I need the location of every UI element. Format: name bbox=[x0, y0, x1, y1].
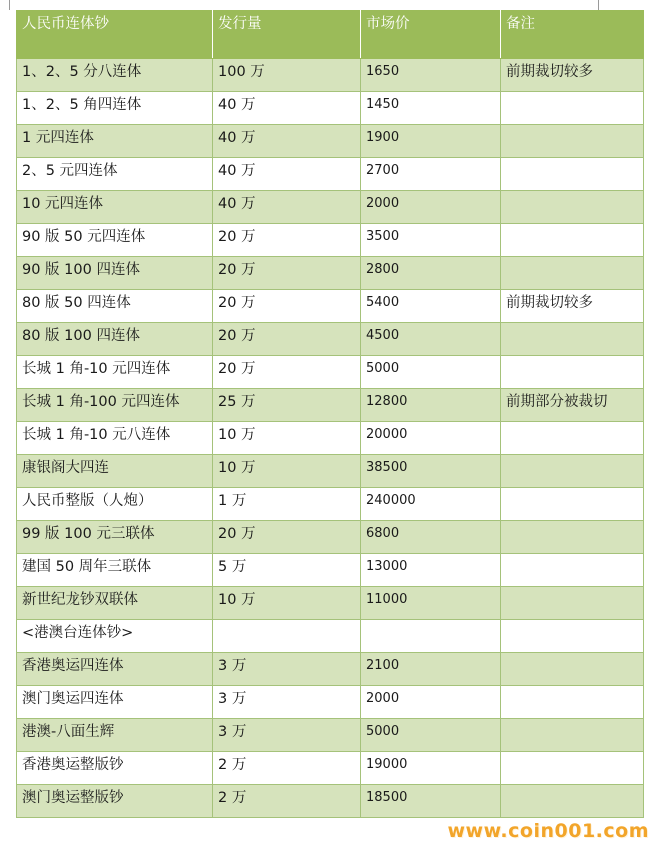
cell-remarks bbox=[501, 323, 644, 356]
cell-name: 建国 50 周年三联体 bbox=[17, 554, 213, 587]
cell-market-price: 2000 bbox=[361, 686, 501, 719]
cell-remarks bbox=[501, 257, 644, 290]
table-row bbox=[17, 422, 644, 455]
cell-issue-volume: 10 万 bbox=[213, 422, 361, 455]
cell-issue-volume bbox=[213, 620, 361, 653]
table-row bbox=[17, 125, 644, 158]
cell-name: 长城 1 角-10 元四连体 bbox=[17, 356, 213, 389]
header-market-price: 市场价 bbox=[361, 11, 501, 59]
cell-name: 90 版 100 四连体 bbox=[17, 257, 213, 290]
cell-issue-volume: 20 万 bbox=[213, 521, 361, 554]
cell-market-price: 20000 bbox=[361, 422, 501, 455]
page-corner-mark-left bbox=[9, 0, 10, 10]
cell-remarks: 前期部分被裁切 bbox=[501, 389, 644, 422]
cell-market-price: 5000 bbox=[361, 719, 501, 752]
cell-market-price: 18500 bbox=[361, 785, 501, 818]
table-row bbox=[17, 290, 644, 323]
cell-issue-volume: 20 万 bbox=[213, 257, 361, 290]
cell-name: 新世纪龙钞双联体 bbox=[17, 587, 213, 620]
table-row bbox=[17, 323, 644, 356]
table-row bbox=[17, 587, 644, 620]
table-row bbox=[17, 59, 644, 92]
cell-remarks bbox=[501, 455, 644, 488]
cell-remarks bbox=[501, 752, 644, 785]
table-row bbox=[17, 257, 644, 290]
cell-market-price: 3500 bbox=[361, 224, 501, 257]
cell-name: 人民币整版（人炮） bbox=[17, 488, 213, 521]
cell-name: 80 版 100 四连体 bbox=[17, 323, 213, 356]
table-header bbox=[17, 11, 644, 59]
cell-remarks bbox=[501, 620, 644, 653]
cell-name: 1、2、5 角四连体 bbox=[17, 92, 213, 125]
cell-market-price: 1650 bbox=[361, 59, 501, 92]
cell-issue-volume: 20 万 bbox=[213, 290, 361, 323]
table-row bbox=[17, 356, 644, 389]
cell-market-price: 6800 bbox=[361, 521, 501, 554]
cell-market-price: 5400 bbox=[361, 290, 501, 323]
cell-name: 香港奥运四连体 bbox=[17, 653, 213, 686]
cell-market-price: 2100 bbox=[361, 653, 501, 686]
cell-market-price: 13000 bbox=[361, 554, 501, 587]
cell-remarks bbox=[501, 158, 644, 191]
cell-market-price: 240000 bbox=[361, 488, 501, 521]
banknote-price-table bbox=[16, 10, 644, 818]
header-name: 人民币连体钞 bbox=[17, 11, 213, 59]
cell-name: 香港奥运整版钞 bbox=[17, 752, 213, 785]
cell-name: 10 元四连体 bbox=[17, 191, 213, 224]
cell-name: 长城 1 角-100 元四连体 bbox=[17, 389, 213, 422]
table-row bbox=[17, 554, 644, 587]
cell-remarks bbox=[501, 92, 644, 125]
cell-remarks bbox=[501, 356, 644, 389]
cell-issue-volume: 40 万 bbox=[213, 191, 361, 224]
cell-name: 长城 1 角-10 元八连体 bbox=[17, 422, 213, 455]
cell-name: 1 元四连体 bbox=[17, 125, 213, 158]
cell-issue-volume: 1 万 bbox=[213, 488, 361, 521]
cell-issue-volume: 2 万 bbox=[213, 752, 361, 785]
table-row bbox=[17, 752, 644, 785]
cell-issue-volume: 3 万 bbox=[213, 686, 361, 719]
cell-remarks bbox=[501, 125, 644, 158]
table-row bbox=[17, 224, 644, 257]
cell-name: 澳门奥运整版钞 bbox=[17, 785, 213, 818]
cell-remarks bbox=[501, 587, 644, 620]
cell-market-price: 4500 bbox=[361, 323, 501, 356]
cell-issue-volume: 20 万 bbox=[213, 356, 361, 389]
cell-issue-volume: 20 万 bbox=[213, 224, 361, 257]
cell-name: 澳门奥运四连体 bbox=[17, 686, 213, 719]
cell-name: 90 版 50 元四连体 bbox=[17, 224, 213, 257]
cell-remarks bbox=[501, 191, 644, 224]
cell-issue-volume: 20 万 bbox=[213, 323, 361, 356]
cell-remarks bbox=[501, 785, 644, 818]
cell-remarks bbox=[501, 554, 644, 587]
cell-issue-volume: 3 万 bbox=[213, 719, 361, 752]
cell-remarks: 前期裁切较多 bbox=[501, 59, 644, 92]
cell-name: 99 版 100 元三联体 bbox=[17, 521, 213, 554]
table-row bbox=[17, 455, 644, 488]
table-row bbox=[17, 191, 644, 224]
cell-market-price: 1900 bbox=[361, 125, 501, 158]
table-row bbox=[17, 521, 644, 554]
site-watermark: www.coin001.com bbox=[447, 820, 649, 842]
cell-name: <港澳台连体钞> bbox=[17, 620, 213, 653]
cell-issue-volume: 40 万 bbox=[213, 158, 361, 191]
cell-market-price: 2700 bbox=[361, 158, 501, 191]
table-body bbox=[17, 59, 644, 818]
page-corner-mark-right bbox=[598, 0, 599, 10]
cell-market-price: 11000 bbox=[361, 587, 501, 620]
cell-remarks bbox=[501, 488, 644, 521]
cell-remarks bbox=[501, 653, 644, 686]
cell-market-price bbox=[361, 620, 501, 653]
table-row bbox=[17, 653, 644, 686]
cell-remarks bbox=[501, 521, 644, 554]
cell-issue-volume: 5 万 bbox=[213, 554, 361, 587]
cell-market-price: 19000 bbox=[361, 752, 501, 785]
cell-remarks bbox=[501, 686, 644, 719]
cell-name: 2、5 元四连体 bbox=[17, 158, 213, 191]
cell-market-price: 1450 bbox=[361, 92, 501, 125]
table-row bbox=[17, 785, 644, 818]
cell-remarks bbox=[501, 224, 644, 257]
cell-issue-volume: 3 万 bbox=[213, 653, 361, 686]
cell-issue-volume: 40 万 bbox=[213, 92, 361, 125]
cell-remarks bbox=[501, 719, 644, 752]
cell-issue-volume: 10 万 bbox=[213, 587, 361, 620]
cell-issue-volume: 25 万 bbox=[213, 389, 361, 422]
cell-name: 80 版 50 四连体 bbox=[17, 290, 213, 323]
table-row bbox=[17, 686, 644, 719]
cell-issue-volume: 100 万 bbox=[213, 59, 361, 92]
cell-remarks bbox=[501, 422, 644, 455]
cell-market-price: 2800 bbox=[361, 257, 501, 290]
header-issue-volume: 发行量 bbox=[213, 11, 361, 59]
table-header-row bbox=[17, 11, 644, 59]
table-row bbox=[17, 389, 644, 422]
cell-remarks: 前期裁切较多 bbox=[501, 290, 644, 323]
cell-market-price: 12800 bbox=[361, 389, 501, 422]
cell-market-price: 38500 bbox=[361, 455, 501, 488]
table-row bbox=[17, 719, 644, 752]
cell-issue-volume: 10 万 bbox=[213, 455, 361, 488]
cell-name: 康银阁大四连 bbox=[17, 455, 213, 488]
table-row bbox=[17, 92, 644, 125]
cell-market-price: 5000 bbox=[361, 356, 501, 389]
table-row bbox=[17, 488, 644, 521]
cell-issue-volume: 2 万 bbox=[213, 785, 361, 818]
cell-market-price: 2000 bbox=[361, 191, 501, 224]
table-row bbox=[17, 620, 644, 653]
header-remarks: 备注 bbox=[501, 11, 644, 59]
cell-name: 1、2、5 分八连体 bbox=[17, 59, 213, 92]
cell-issue-volume: 40 万 bbox=[213, 125, 361, 158]
cell-name: 港澳-八面生辉 bbox=[17, 719, 213, 752]
table-row bbox=[17, 158, 644, 191]
